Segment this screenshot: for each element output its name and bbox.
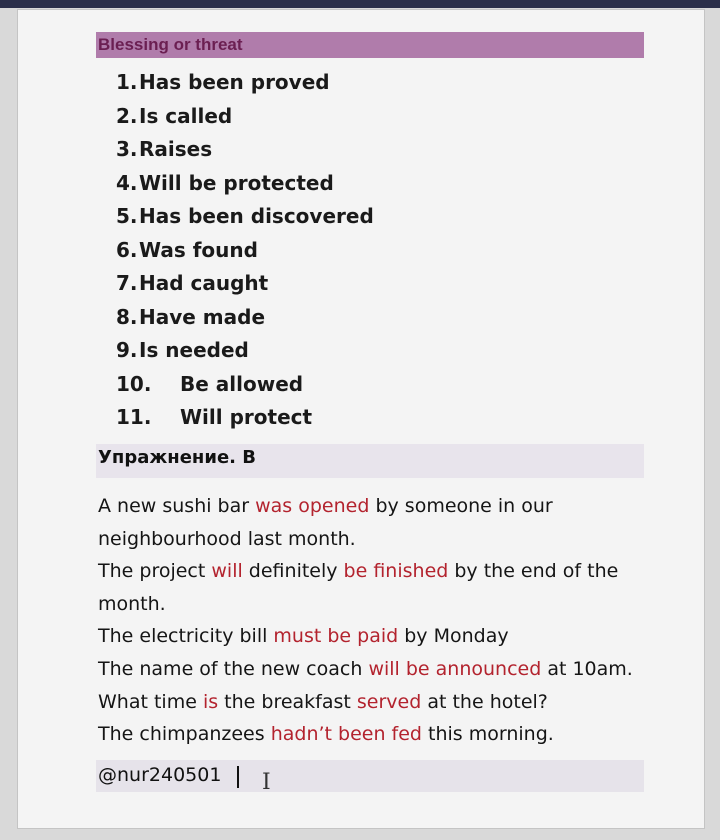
answers-list <box>116 66 374 435</box>
sentence-text: at 10am. <box>541 657 633 680</box>
answer-text: Is needed <box>139 338 249 362</box>
sentence-text: A new sushi bar <box>98 495 256 517</box>
sentence-text: the breakfast <box>218 690 357 713</box>
answer-text: Has been discovered <box>139 204 374 228</box>
sentence-text: definitely <box>242 560 344 583</box>
answer-text: Will be protected <box>139 170 334 195</box>
sentence-text: at the hotel? <box>421 690 548 713</box>
answer-item <box>116 234 374 268</box>
passive-verb: was opened <box>255 495 370 517</box>
text-caret <box>237 766 239 788</box>
passive-verb: be finished <box>343 560 449 583</box>
sentence-text: by the end of the month. <box>98 560 619 615</box>
section-title: Упражнение. В <box>98 447 256 468</box>
answer-item <box>116 334 374 368</box>
sentence-text: by Monday <box>398 625 509 648</box>
answer-item <box>116 167 374 201</box>
answer-item <box>116 100 374 134</box>
answer-number: 3. <box>116 137 138 161</box>
answer-text: Was found <box>139 237 258 262</box>
answer-number: 9. <box>116 338 138 362</box>
answer-item <box>116 267 374 301</box>
answer-item <box>116 301 374 335</box>
author-tag[interactable]: @nur240501 <box>98 764 222 786</box>
answer-number: 1. <box>116 70 138 94</box>
answer-number: 11. <box>116 405 152 429</box>
passive-verb: will <box>211 560 243 583</box>
passive-verb: is <box>202 690 219 713</box>
sentence <box>98 490 658 555</box>
answer-item <box>116 401 374 435</box>
answer-number: 2. <box>116 103 138 128</box>
answer-text: Is called <box>139 103 233 128</box>
sentence-text: The electricity bill <box>98 625 274 648</box>
screen-top-edge <box>0 0 720 8</box>
ibeam-cursor-icon: I <box>262 770 271 795</box>
answer-text: Have made <box>139 304 266 329</box>
passive-verb: must be paid <box>273 625 399 648</box>
sentence-text: What time <box>98 690 203 713</box>
sentence <box>98 718 658 751</box>
answer-number: 5. <box>116 204 138 228</box>
answer-item <box>116 368 374 402</box>
answer-text: Will protect <box>180 405 313 429</box>
answer-number: 6. <box>116 237 138 262</box>
sentence <box>98 620 658 653</box>
sentence-text: The chimpanzees <box>98 723 271 746</box>
answer-item <box>116 66 374 100</box>
heading-bar <box>96 32 644 58</box>
answer-text: Be allowed <box>180 371 304 396</box>
answer-text: Had caught <box>139 271 269 295</box>
answer-number: 8. <box>116 304 138 329</box>
answer-number: 7. <box>116 271 138 295</box>
answer-item <box>116 200 374 234</box>
sentence-text: The name of the new coach <box>98 657 369 680</box>
answer-item <box>116 133 374 167</box>
passive-verb: served <box>356 690 422 713</box>
sentence-text: The project <box>98 560 212 583</box>
passive-verb: hadn’t been fed <box>270 723 422 746</box>
sentence <box>98 653 658 686</box>
exercise-sentences <box>98 490 658 751</box>
sentence <box>98 555 658 620</box>
page-heading: Blessing or threat <box>98 35 243 54</box>
answer-number: 4. <box>116 170 138 195</box>
passive-verb: will be announced <box>368 657 542 680</box>
answer-text: Has been proved <box>139 70 330 94</box>
sentence-text: by someone in our neighbourhood last month. <box>98 495 553 550</box>
answer-number: 10. <box>116 371 152 396</box>
sentence-text: this morning. <box>421 723 554 746</box>
answer-text: Raises <box>139 137 213 161</box>
sentence <box>98 686 658 719</box>
